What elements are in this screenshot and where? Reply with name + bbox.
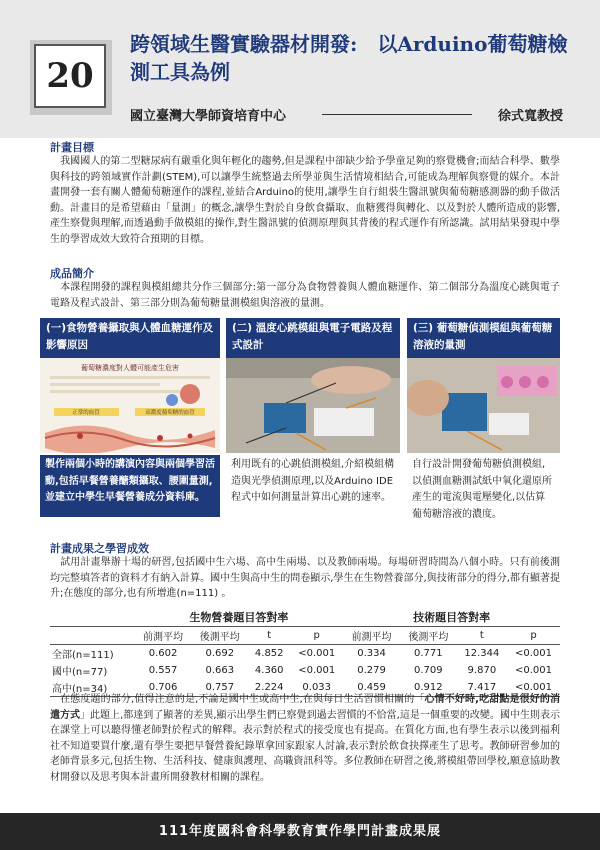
table-cell: 0.602 bbox=[148, 648, 178, 659]
table-cell: <0.001 bbox=[298, 665, 336, 676]
table-cell: 0.459 bbox=[343, 679, 400, 697]
goal-heading: 計畫目標 bbox=[50, 141, 94, 154]
poster-number: 20 bbox=[34, 44, 106, 108]
table-cell: 4.360 bbox=[254, 665, 284, 676]
row-label: 國中(n=77) bbox=[52, 667, 108, 678]
table-column-header bbox=[50, 627, 560, 645]
panel-1-image bbox=[40, 358, 220, 453]
table-cell: 0.912 bbox=[400, 679, 457, 697]
slide-label-high: 高濃度葡萄糖的血管 bbox=[145, 410, 195, 416]
slide-label-normal: 正常的血管 bbox=[72, 410, 100, 416]
row-label: 全部(n=111) bbox=[52, 650, 114, 661]
panel-3-description: 自行設計開發葡萄糖偵測模組,以偵測血糖測試紙中氧化還原所產生的電流與電壓變化,以估算葡萄糖溶液的濃度。 bbox=[412, 459, 552, 520]
table-row bbox=[50, 662, 560, 679]
table-cell: 0.709 bbox=[414, 665, 443, 676]
goal-paragraph: 我國國人的第二型糖尿病有嚴重化與年輕化的趨勢,但是課程中卻缺少給予學童足夠的察覺機會;而結合科學、數學與科技的跨領域實作計劃(STEM),可以讓學生統整過去所學並與生活情境相結合,可能成為理解與察覺的媒介。本計畫開發一套有關人體葡萄糖運作的課程,並結合Arduino的使用,讓學生自行組裝生醫訊號與葡萄糖感測器的動手做活動。計畫目的是希望藉由「量測」的概念,讓學生對於自身飲食攝取、血糖獲得與轉化、以及對於人體所造成的影響,產生察覺與理解,而透過動手做模組的操作,對生醫訊號的偵測原理與其背後的程式運作有所認識。試用結果發現中學生的學習成效大致符合預期的目標。 bbox=[50, 156, 560, 245]
table-cell: 7.417 bbox=[457, 679, 507, 697]
divider-line bbox=[322, 114, 472, 115]
table-cell: <0.001 bbox=[298, 648, 336, 659]
header-band bbox=[0, 0, 600, 138]
col-header: t bbox=[457, 627, 507, 645]
panel-1-title: (一)食物營養攝取與人體血糖運作及影響原因 bbox=[40, 318, 220, 358]
panel-2-title: (二) 溫度心跳模組與電子電路及程式設計 bbox=[226, 318, 400, 358]
col-header: 後測平均 bbox=[400, 627, 457, 645]
outcome-heading: 計畫成果之學習成效 bbox=[50, 542, 149, 555]
col-header: p bbox=[290, 627, 343, 645]
row-label: 高中(n=34) bbox=[50, 679, 135, 697]
table-cell: 0.692 bbox=[205, 648, 235, 659]
poster-title: 跨領域生醫實驗器材開發: 以Arduino葡萄糖檢測工具為例 bbox=[130, 32, 568, 84]
highlight-question: 心情不好時,吃甜點是很好的消遣方式 bbox=[50, 694, 560, 721]
col-header: 前測平均 bbox=[343, 627, 400, 645]
table-cell: <0.001 bbox=[515, 665, 553, 676]
col-header: 後測平均 bbox=[191, 627, 248, 645]
intro-heading: 成品簡介 bbox=[50, 267, 94, 280]
table-cell: 0.334 bbox=[357, 648, 386, 659]
col-header: p bbox=[507, 627, 560, 645]
col-header: t bbox=[248, 627, 290, 645]
panel-1-description: 製作兩個小時的講演內容與兩個學習活動,包括早餐營養醣類攝取、腰圍量測,並建立中學生早餐營養成分資料庫。 bbox=[40, 455, 220, 517]
group-header-bio: 生物營養題目答對率 bbox=[135, 608, 344, 627]
footer-banner: 111年度國科會科學教育實作學門計畫成果展 bbox=[0, 813, 600, 850]
group-header-tech: 技術題目答對率 bbox=[343, 608, 560, 627]
table-cell: 0.757 bbox=[191, 679, 248, 697]
table-cell: 0.663 bbox=[205, 665, 235, 676]
outcome-paragraph-2: 在態度題的部分,值得注意的是,不論是國中生或高中生,在與每日生活習慣相關的「心情不好時,吃甜點是很好的消遣方式」此題上,都達到了顯著的差異,顯示出學生們已察覺到過去習慣的不恰當,這是一個重要的改變。國中生則表示在課堂上可以聽得懂老師對於程式的解釋。表示對於程式的接受度也有提高。在質化方面,也有學生表示以後到福利社不知道要買什麼,還有學生要把早餐營養紀錄單拿回家跟家人討論,表示對於飲食抉擇產生了思考。教師研習參加的老師背景多元,包括生物、生活科技、健康與護理、高職資訊科等。多位教師在研習之後,將模組帶回學校,願意協助教材開發以及思考與本計畫所開發教材相關的課程。 bbox=[50, 694, 560, 783]
table-cell: 0.706 bbox=[135, 679, 192, 697]
panel-3-image bbox=[407, 358, 560, 453]
table-cell: 0.771 bbox=[414, 648, 443, 659]
panel-3-title: (三) 葡萄糖偵測模組與葡萄糖溶液的量測 bbox=[407, 318, 560, 358]
intro-paragraph: 本課程開發的課程與模組總共分作三個部分:第一部分為食物營養與人體血糖運作、第二個部分為溫度心跳與電子電路及程式設計、第三部分則為葡萄糖量測模組與溶液的量測。 bbox=[50, 282, 560, 309]
table-cell: <0.001 bbox=[507, 679, 560, 697]
results-table bbox=[50, 608, 560, 697]
table-cell: 2.224 bbox=[248, 679, 290, 697]
panel-2-description: 利用既有的心跳偵測模組,介紹模組構造與光學偵測原理,以及Arduino IDE程式中如何測量計算出心跳的速率。 bbox=[231, 459, 395, 503]
table-cell: 4.852 bbox=[254, 648, 284, 659]
institution: 國立臺灣大學師資培育中心 bbox=[130, 109, 287, 124]
table-cell: 0.033 bbox=[290, 679, 343, 697]
table-cell: 12.344 bbox=[464, 648, 500, 659]
author: 徐式寬教授 bbox=[498, 109, 564, 124]
slide-title: 葡萄糖濃度對人體可能產生危害 bbox=[81, 364, 179, 372]
table-cell: 0.557 bbox=[148, 665, 178, 676]
table-group-header bbox=[50, 608, 560, 627]
table-cell: 9.870 bbox=[467, 665, 497, 676]
outcome-paragraph: 試用計畫舉辦十場的研習,包括國中生六場、高中生兩場、以及教師兩場。每場研習時間為八個小時。只有前後測均完整填答者的資料才有納入計算。國中生與高中生的問卷顯示,學生在生物營養部分,與技術部分的得分,都有顯著提升;在態度的部分,也有所增進(n=111) 。 bbox=[50, 557, 560, 599]
col-header bbox=[50, 627, 135, 645]
table-cell: 0.279 bbox=[357, 665, 386, 676]
table-cell: <0.001 bbox=[515, 648, 553, 659]
col-header: 前測平均 bbox=[135, 627, 192, 645]
panel-2-image bbox=[226, 358, 400, 453]
table-row bbox=[50, 645, 560, 663]
